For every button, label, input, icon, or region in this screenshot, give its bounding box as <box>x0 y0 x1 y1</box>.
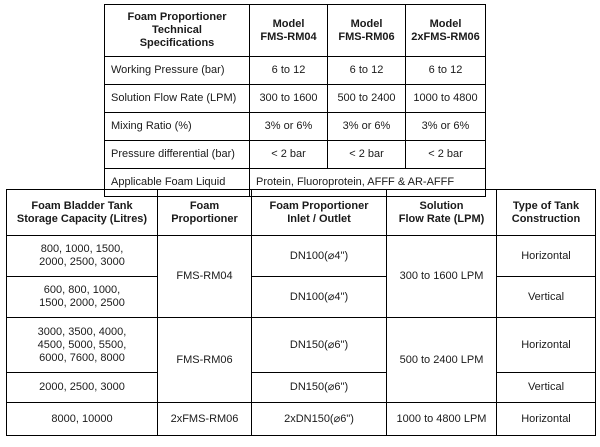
spec-row-label: Solution Flow Rate (LPM) <box>105 85 250 113</box>
proportioner-cell: FMS-RM04 <box>158 236 252 318</box>
spec-header-row <box>105 5 486 57</box>
table-row <box>7 277 596 318</box>
construction-cell: Vertical <box>497 373 596 403</box>
construction-cell: Horizontal <box>497 318 596 373</box>
proportioner-cell: FMS-RM06 <box>158 318 252 403</box>
inlet-outlet-cell: DN150(⌀6") <box>252 318 387 373</box>
proportioner-cell: 2xFMS-RM06 <box>158 403 252 436</box>
capacity-cell: 3000, 3500, 4000, 4500, 5000, 5500, 6000, 7600, 8000 <box>7 318 158 373</box>
spec-cell: < 2 bar <box>328 141 406 169</box>
flow-rate-cell: 300 to 1600 LPM <box>387 236 497 318</box>
inlet-outlet-cell: DN150(⌀6") <box>252 373 387 403</box>
capacity-cell: 8000, 10000 <box>7 403 158 436</box>
inlet-outlet-cell: DN100(⌀4") <box>252 236 387 277</box>
spec-row-label: Working Pressure (bar) <box>105 57 250 85</box>
model-header-2xfms-rm06: Model 2xFMS-RM06 <box>406 5 486 57</box>
inlet-outlet-cell: 2xDN150(⌀6") <box>252 403 387 436</box>
header-tank-construction: Type of Tank Construction <box>497 190 596 236</box>
spec-row-working-pressure <box>105 57 486 85</box>
foam-proportioner-spec-table <box>104 4 486 197</box>
spec-cell: 6 to 12 <box>250 57 328 85</box>
spec-cell: < 2 bar <box>250 141 328 169</box>
header-solution-flow-rate: Solution Flow Rate (LPM) <box>387 190 497 236</box>
model-header-fms-rm04: Model FMS-RM04 <box>250 5 328 57</box>
spec-cell: 6 to 12 <box>406 57 486 85</box>
spec-row-label: Mixing Ratio (%) <box>105 113 250 141</box>
capacity-cell: 800, 1000, 1500, 2000, 2500, 3000 <box>7 236 158 277</box>
model-header-fms-rm06: Model FMS-RM06 <box>328 5 406 57</box>
construction-cell: Horizontal <box>497 236 596 277</box>
construction-cell: Horizontal <box>497 403 596 436</box>
table-row <box>7 403 596 436</box>
spec-cell: 3% or 6% <box>328 113 406 141</box>
spec-row-label: Pressure differential (bar) <box>105 141 250 169</box>
header-inlet-outlet: Foam Proportioner Inlet / Outlet <box>252 190 387 236</box>
spec-cell: 500 to 2400 <box>328 85 406 113</box>
foam-liquid-value: Protein, Fluoroprotein, AFFF & AR-AFFF <box>250 169 486 197</box>
flow-rate-cell: 1000 to 4800 LPM <box>387 403 497 436</box>
spec-cell: 1000 to 4800 <box>406 85 486 113</box>
header-storage-capacity: Foam Bladder Tank Storage Capacity (Litres) <box>7 190 158 236</box>
capacity-cell: 600, 800, 1000, 1500, 2000, 2500 <box>7 277 158 318</box>
spec-row-solution-flow-rate <box>105 85 486 113</box>
spec-cell: 3% or 6% <box>406 113 486 141</box>
tank-header-row <box>7 190 596 236</box>
spec-row-label: Applicable Foam Liquid <box>105 169 250 197</box>
foam-bladder-tank-table <box>6 189 596 436</box>
construction-cell: Vertical <box>497 277 596 318</box>
spec-cell: < 2 bar <box>406 141 486 169</box>
spec-cell: 300 to 1600 <box>250 85 328 113</box>
spec-row-mixing-ratio <box>105 113 486 141</box>
spec-title: Foam Proportioner Technical Specifications <box>105 5 250 57</box>
flow-rate-cell: 500 to 2400 LPM <box>387 318 497 403</box>
inlet-outlet-cell: DN100(⌀4") <box>252 277 387 318</box>
table-row <box>7 318 596 373</box>
spec-row-pressure-differential <box>105 141 486 169</box>
spec-cell: 6 to 12 <box>328 57 406 85</box>
table-row <box>7 373 596 403</box>
header-foam-proportioner: Foam Proportioner <box>158 190 252 236</box>
spec-cell: 3% or 6% <box>250 113 328 141</box>
table-row <box>7 236 596 277</box>
capacity-cell: 2000, 2500, 3000 <box>7 373 158 403</box>
